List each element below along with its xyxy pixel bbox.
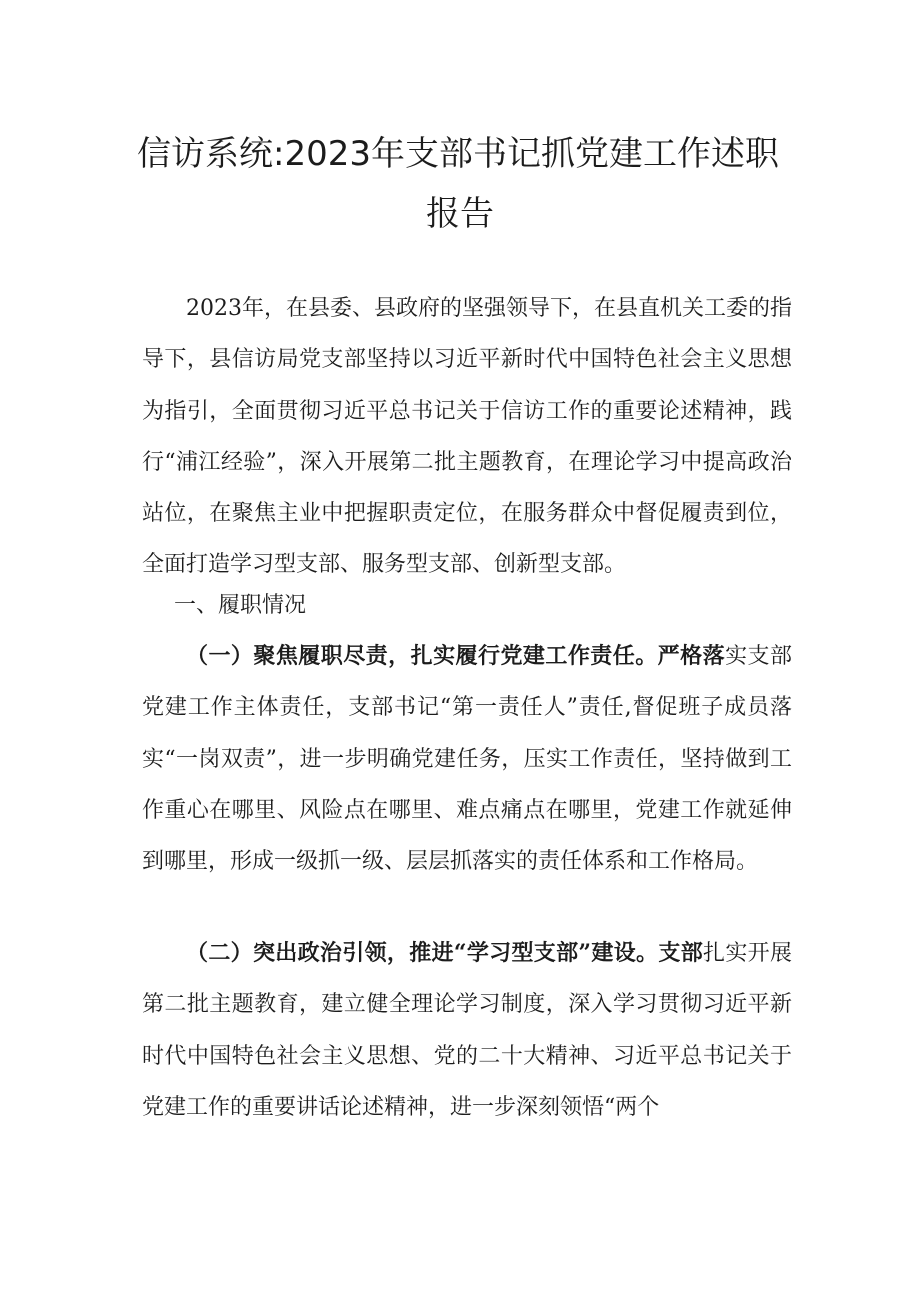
intro-paragraph: 2023年，在县委、县政府的坚强领导下，在县直机关工委的指导下，县信访局党支部坚持以习近平新时代中国特色社会主义思想为指引，全面贯彻习近平总书记关于信访工作的重要论述精神，践行“浦江经验”，深入开展第二批主题教育，在理论学习中提高政治站位，在聚焦主业中把握职责定位，在服务群众中督促履责到位，全面打造学习型支部、服务型支部、创新型支部。 <box>142 296 792 578</box>
document-title-line1: 信访系统:2023年支部书记抓党建工作述职 <box>137 134 779 174</box>
item2-paragraph <box>142 928 792 1133</box>
item2-lead: （二）突出政治引领，推进“学习型支部”建设。支部 <box>186 940 704 966</box>
document-title-line2: 报告 <box>426 194 494 234</box>
item2-body: 扎实开展第二批主题教育，建立健全理论学习制度，深入学习贯彻习近平新时代中国特色社会主义思想、党的二十大精神、习近平总书记关于党建工作的重要讲话论述精神，进一步深刻领悟“两个 <box>142 941 792 1120</box>
item1-lead: （一）聚焦履职尽责，扎实履行党建工作责任。严格落 <box>186 643 726 669</box>
section-heading-performance: 一、履职情况 <box>174 593 307 618</box>
item1-paragraph <box>142 631 792 887</box>
item1-body: 实支部党建工作主体责任，支部书记“第一责任人”责任,督促班子成员落实“一岗双责”，进一步明确党建任务，压实工作责任，坚持做到工作重心在哪里、风险点在哪里、难点痛点在哪里，党建工作就延伸到哪里，形成一级抓一级、层层抓落实的责任体系和工作格局。 <box>142 644 792 875</box>
